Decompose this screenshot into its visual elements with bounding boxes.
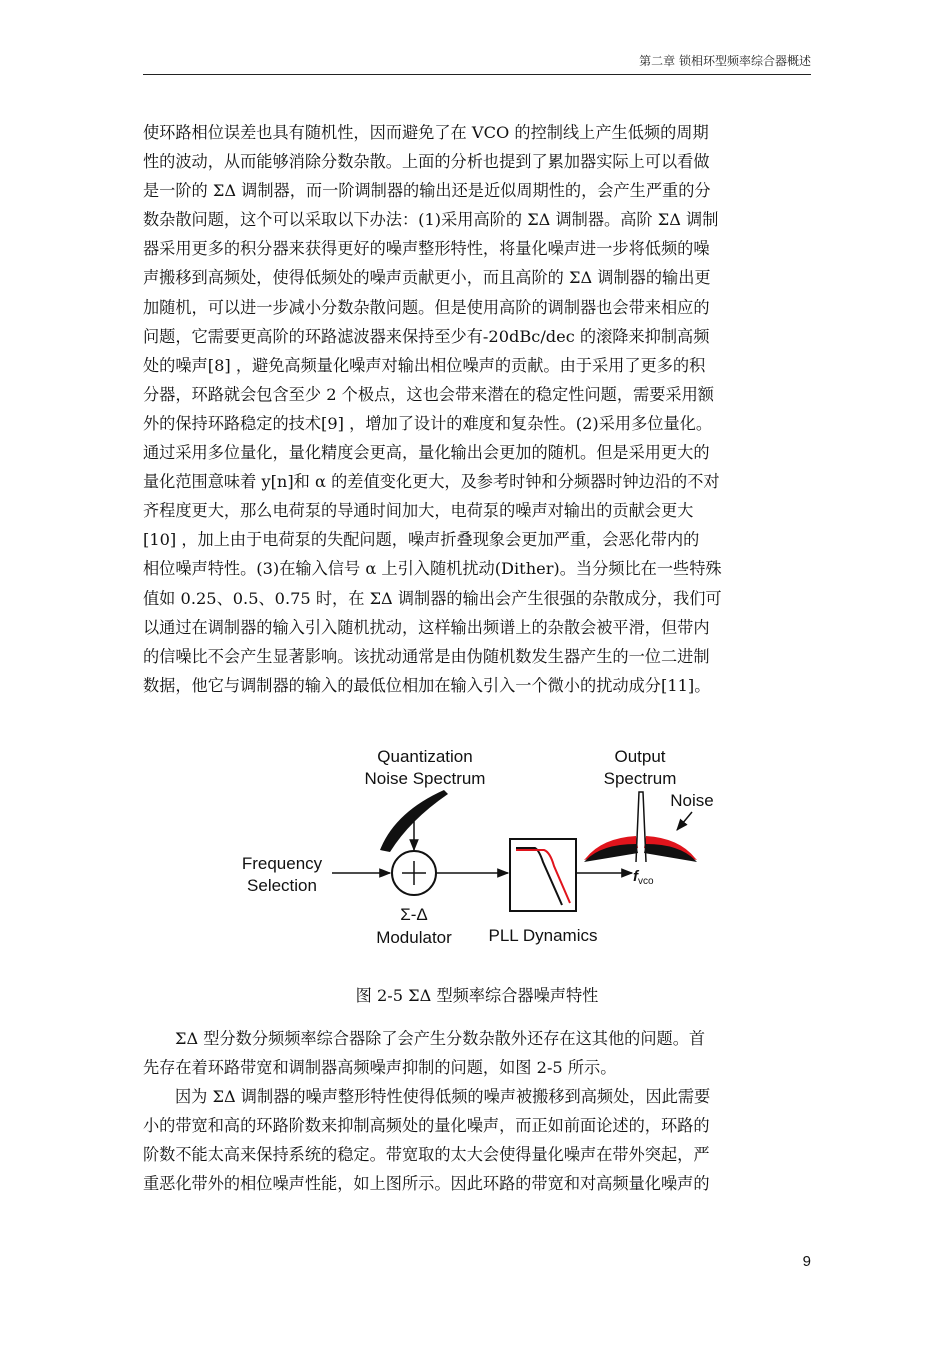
body-line: 先存在着环路带宽和调制器高频噪声抑制的问题，如图 2-5 所示。: [143, 1058, 617, 1078]
body-line: 外的保持环路稳定的技术[9] ，增加了设计的难度和复杂性。(2)采用多位量化。: [143, 413, 713, 433]
body-line: 是一阶的 ΣΔ 调制器，而一阶调制器的输出还是近似周期性的，会产生严重的分: [143, 181, 711, 201]
body-line: 使环路相位误差也具有随机性，因而避免了在 VCO 的控制线上产生低频的周期: [143, 123, 709, 142]
body-line: 数杂散问题，这个可以采取以下办法：(1)采用高阶的 ΣΔ 调制器。高阶 ΣΔ 调制: [143, 210, 719, 230]
noise-characteristic-figure: [230, 740, 730, 955]
body-line: 性的波动，从而能够消除分数杂散。上面的分析也提到了累加器实际上可以看做: [143, 152, 710, 172]
header-rule: [143, 74, 811, 75]
body-line: 值如 0.25、0.5、0.75 时，在 ΣΔ 调制器的输出会产生很强的杂散成分，我们可: [143, 588, 722, 608]
body-line: 相位噪声特性。(3)在输入信号 α 上引入随机扰动(Dither)。当分频比在一些特殊: [143, 559, 722, 579]
output-spectrum-label-line1: Output: [614, 747, 666, 766]
body-paragraph: [143, 118, 811, 700]
body-line: 数据，他它与调制器的输入的最低位相加在输入引入一个微小的扰动成分[11]。: [143, 675, 711, 695]
frequency-selection-label-line1: Frequency: [241, 854, 323, 873]
body-line: [10] ，加上由于电荷泵的失配问题，噪声折叠现象会更加严重，会恶化带内的: [143, 530, 700, 550]
modulator-label-line1: Σ-Δ: [400, 905, 428, 924]
running-header: 第二章 锁相环型频率综合器概述: [639, 54, 811, 68]
noise-label: Noise: [670, 791, 714, 810]
body-line: 加随机，可以进一步减小分数杂散问题。但是使用高阶的调制器也会带来相应的: [143, 297, 710, 317]
page-number: 9: [802, 1253, 811, 1270]
pll-response-red: [516, 850, 570, 903]
quant-noise-label-line1: Quantization: [377, 747, 473, 766]
body-line: 小的带宽和高的环路阶数来抑制高频处的量化噪声，而正如前面论述的，环路的: [143, 1116, 710, 1136]
body-line: 阶数不能太高来保持系统的稳定。带宽取的太大会使得量化噪声在带外突起，严: [143, 1145, 710, 1165]
body-line: 量化范围意味着 y[n]和 α 的差值变化更大，及参考时钟和分频器时钟边沿的不对: [143, 472, 720, 492]
body-line: 以通过在调制器的输入引入随机扰动，这样输出频谱上的杂散会被平滑，但带内: [143, 617, 710, 637]
quant-noise-label-line2: Noise Spectrum: [364, 769, 486, 788]
body-line: 的信噪比不会产生显著影响。该扰动通常是由伪随机数发生器产生的一位二进制: [143, 646, 710, 666]
body-line: 通过采用多位量化，量化精度会更高，量化输出会更加的随机。但是采用更大的: [143, 443, 710, 463]
body-line: 问题，它需要更高阶的环路滤波器来保持至少有-20dBc/dec 的滚降来抑制高频: [143, 326, 710, 346]
modulator-label-line2: Modulator: [376, 928, 452, 947]
body-line: 声搬移到高频处，使得低频处的噪声贡献更小，而且高阶的 ΣΔ 调制器的输出更: [143, 268, 711, 288]
body-line: 因为 ΣΔ 调制器的噪声整形特性使得低频的噪声被搬移到高频处，因此需要: [175, 1087, 711, 1107]
body-line: 器采用更多的积分器来获得更好的噪声整形特性，将量化噪声进一步将低频的噪: [143, 239, 710, 259]
fvco-sub: vco: [638, 876, 654, 887]
output-spectrum-label-line2: Spectrum: [603, 769, 677, 788]
figure-diagram: [230, 740, 730, 955]
body-line: ΣΔ 型分数分频频率综合器除了会产生分数杂散外还存在这其他的问题。首: [175, 1029, 706, 1048]
pll-response-black: [516, 848, 562, 905]
body-line: 重恶化带外的相位噪声性能，如上图所示。因此环路的带宽和对高频量化噪声的: [143, 1174, 710, 1194]
second-paragraphs: [143, 1024, 811, 1199]
body-line: 齐程度更大，那么电荷泵的导通时间加大，电荷泵的噪声对输出的贡献会更大: [143, 501, 694, 521]
body-line: 处的噪声[8] ，避免高频量化噪声对输出相位噪声的贡献。由于采用了更多的积: [143, 355, 706, 375]
fvco-label: [633, 868, 654, 887]
fvco-main: f: [633, 868, 638, 885]
body-line: 分器，环路就会包含至少 2 个极点，这也会带来潜在的稳定性问题，需要采用额: [143, 384, 714, 404]
figure-caption: 图 2-5 ΣΔ 型频率综合器噪声特性: [355, 986, 599, 1005]
noise-pointer-arrow: [677, 812, 692, 830]
frequency-selection-label-line2: Selection: [247, 876, 317, 895]
pll-dynamics-label: PLL Dynamics: [488, 926, 598, 945]
